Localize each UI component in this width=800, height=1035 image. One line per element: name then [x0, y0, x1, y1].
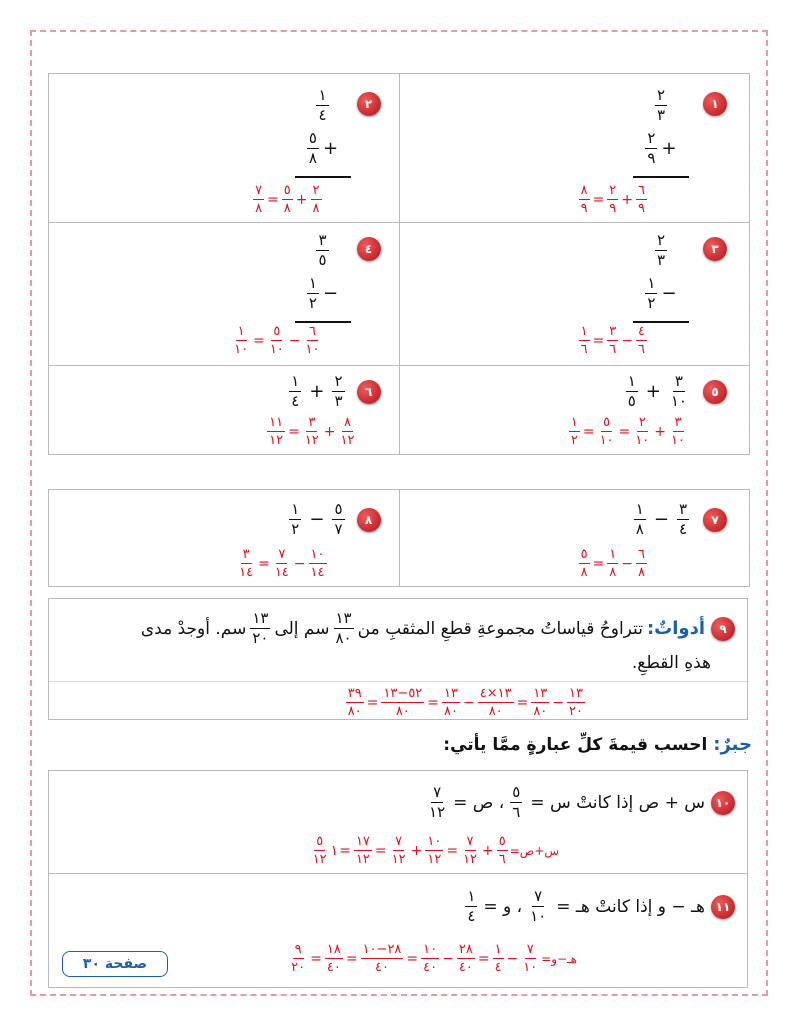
- problem-5-answer: [567, 416, 689, 447]
- algebra-label: جبرٌ:: [713, 734, 752, 755]
- problem-7-cell: [400, 490, 750, 586]
- problem-1-answer: [577, 184, 649, 215]
- problem-9-fraction-2: $\frac{١٣}{٢٠}$: [252, 609, 269, 647]
- exercise-grid-1: [48, 73, 750, 455]
- problem-1-b: $\frac{٢}{٩}$: [647, 129, 656, 167]
- problem-9-text-2: سم إلى: [274, 618, 330, 639]
- answer-fraction: $\frac{٦}{١٠}$: [305, 324, 320, 357]
- answer-fraction: $\frac{١}{٦}$: [580, 324, 588, 357]
- equals-sign: =: [374, 842, 387, 859]
- equals-sign: =: [592, 555, 605, 572]
- problem-7-number: ٧: [703, 508, 727, 532]
- equals-sign: =: [310, 950, 322, 967]
- problem-11-sep: ، و =: [483, 896, 523, 917]
- problem-2-op: +: [322, 138, 339, 159]
- answer-fraction: $\frac{٣}{١٤}$: [239, 547, 254, 580]
- operator-sign: +: [295, 191, 308, 208]
- equals-sign: =: [427, 694, 440, 711]
- problem-9-label: أدواتٌ:: [646, 618, 705, 639]
- problem-6-answer: [265, 416, 358, 447]
- answer-fraction: $\frac{٩}{٢٠}$: [291, 942, 306, 975]
- problem-6-cell: [49, 366, 400, 454]
- operator-sign: +: [323, 423, 336, 440]
- answer-fraction: $\frac{٥}{٨}$: [283, 183, 291, 216]
- answer-fraction: $\frac{١١}{١٢}$: [269, 415, 284, 448]
- problem-4-number: ٤: [357, 237, 381, 261]
- problem-2-cell: [49, 74, 400, 222]
- operator-sign: −: [506, 950, 519, 967]
- equals-sign: =: [618, 423, 631, 440]
- answer-fraction: $\frac{٢٨-١٠}{٤٠}$: [362, 942, 402, 975]
- answer-fraction: $\frac{١٣}{٨٠}$: [533, 686, 548, 719]
- equals-sign: =: [288, 423, 300, 440]
- equals-sign: =: [258, 555, 270, 572]
- grid-row-4: [49, 490, 749, 587]
- answer-fraction: $\frac{١٣\times ٤}{٨٠}$: [479, 686, 512, 719]
- operator-sign: −: [442, 950, 454, 967]
- problem-8-number: ٨: [357, 508, 381, 532]
- problem-2-number: ٢: [357, 92, 381, 116]
- problem-8-cell: [49, 490, 400, 586]
- problem-11-number: ١١: [711, 895, 735, 919]
- operator-sign: +: [482, 842, 494, 859]
- problem-1-vertical: [633, 84, 689, 178]
- problem-1-cell: [400, 74, 750, 222]
- problem-4-vertical: $\frac{٣}{٥}$ − $\frac{١}{٢}$: [295, 229, 351, 323]
- algebra-instruction: احسب قيمةَ كلِّ عبارةٍ ممَّا يأتي:: [443, 734, 708, 755]
- problem-11-text: هـ − و إذا كانتْ هـ =: [556, 896, 705, 917]
- operator-sign: −: [293, 555, 306, 572]
- problem-10-mixed: ١ $\frac{٥}{١٢}$: [312, 834, 339, 867]
- answer-fraction: $\frac{٧}{١٠}$: [523, 942, 538, 975]
- equals-sign: =: [592, 191, 605, 208]
- problem-4-cell: [49, 223, 400, 365]
- equals-sign: =: [253, 332, 265, 349]
- problem-2-vertical: [295, 84, 351, 178]
- problem-4-op: −: [322, 283, 339, 304]
- answer-fraction: $\frac{١٧}{١٢}$: [355, 834, 370, 867]
- problem-5-cell: [400, 366, 750, 454]
- answer-fraction: $\frac{١}{٨}$: [609, 547, 617, 580]
- answer-fraction: $\frac{٥}{٦}$: [498, 834, 506, 867]
- problem-10-text: س + ص إذا كانتْ س =: [530, 792, 705, 813]
- answer-fraction: $\frac{٧}{١٤}$: [274, 547, 289, 580]
- equals-sign: =: [366, 694, 379, 711]
- answer-fraction: $\frac{٨}{١٢}$: [340, 415, 355, 448]
- operator-sign: −: [621, 555, 634, 572]
- answer-fraction: $\frac{٢}{١٠}$: [635, 415, 650, 448]
- answer-fraction: $\frac{١}{٤}$: [494, 942, 502, 975]
- answer-fraction: $\frac{١}{٢}$: [570, 415, 578, 448]
- answer-fraction: $\frac{١٠}{١٢}$: [427, 834, 442, 867]
- answer-fraction: $\frac{٦}{٩}$: [638, 183, 645, 216]
- problem-9-text-4: هذهِ القطعِ.: [631, 653, 711, 673]
- operator-sign: +: [410, 842, 423, 859]
- answer-fraction: $\frac{٧}{٨}$: [255, 183, 263, 216]
- problem-3-vertical: $\frac{٢}{٣}$ − $\frac{١}{٢}$: [633, 229, 689, 323]
- equals-sign: =: [339, 842, 351, 859]
- answer-fraction: $\frac{٧}{١٢}$: [463, 834, 478, 867]
- answer-fraction: $\frac{٥٢-١٣}{٨٠}$: [383, 686, 423, 719]
- answer-fraction: $\frac{٢٨}{٤٠}$: [458, 942, 473, 975]
- problem-11-answer: [287, 943, 541, 974]
- problem-1-number: ١: [703, 92, 727, 116]
- operator-sign: +: [654, 423, 667, 440]
- problem-5-expression: $\frac{٣}{١٠}$ + $\frac{١}{٥}$: [627, 372, 687, 410]
- problem-10-line: [425, 785, 735, 820]
- answer-fraction: $\frac{١٠}{١٤}$: [310, 547, 325, 580]
- equals-sign: =: [406, 950, 419, 967]
- problem-11-h: $\frac{٧}{١٠}$: [530, 887, 547, 925]
- answer-fraction: $\frac{٣}{١٢}$: [304, 415, 319, 448]
- problem-6-expression: $\frac{٢}{٣}$ + $\frac{١}{٤}$: [291, 372, 343, 410]
- problem-6-number: ٦: [357, 380, 381, 404]
- problem-3-number: ٣: [703, 237, 727, 261]
- answer-fraction: $\frac{٨}{٩}$: [580, 183, 588, 216]
- problem-9-text-1: تتراوحُ قياساتُ مجموعةِ قطعِ المثقبِ من: [357, 618, 643, 639]
- problem-9-text-3: سم. أوجدْ مدى: [140, 618, 247, 639]
- problem-11-prefix: هـ−و=: [541, 951, 577, 966]
- problem-2-a: $\frac{١}{٤}$: [318, 86, 327, 124]
- grid-row-3: [49, 366, 749, 455]
- answer-fraction: $\frac{٥}{٨}$: [580, 547, 588, 580]
- difference-line: [295, 321, 351, 323]
- problem-11-answer-row: [287, 943, 577, 974]
- answer-fraction: $\frac{١٠}{٤٠}$: [423, 942, 438, 975]
- equals-sign: =: [446, 842, 459, 859]
- problem-1-a: $\frac{٢}{٣}$: [656, 86, 666, 124]
- problem-7-answer: [577, 548, 649, 579]
- operator-sign: −: [463, 694, 475, 711]
- answer-fraction: $\frac{٢}{٩}$: [609, 183, 617, 216]
- problem-10-number: ١٠: [711, 791, 735, 815]
- problem-8-expression: $\frac{٥}{٧}$ − $\frac{١}{٢}$: [291, 500, 343, 538]
- problem-5-number: ٥: [703, 380, 727, 404]
- grid-row-2: [49, 223, 749, 366]
- problem-4-answer: [230, 325, 323, 356]
- problem-2-answer: [251, 184, 323, 215]
- problem-10-sep: ، ص =: [453, 792, 505, 813]
- problem-10-answer-row: [309, 835, 559, 866]
- answer-fraction: $\frac{٥}{١٠}$: [269, 324, 284, 357]
- equals-sign: =: [267, 191, 279, 208]
- sum-line: [633, 176, 689, 178]
- problem-10-answer: [338, 835, 510, 866]
- equals-sign: =: [477, 950, 490, 967]
- algebra-heading: [443, 734, 752, 755]
- answer-fraction: $\frac{١٨}{٤٠}$: [326, 942, 341, 975]
- problem-10-s: $\frac{٥}{٦}$: [512, 783, 521, 821]
- problem-3-answer: [577, 325, 649, 356]
- problem-1-op: +: [661, 138, 677, 159]
- problem-7-expression: $\frac{٣}{٤}$ − $\frac{١}{٨}$: [635, 500, 687, 538]
- problem-11-w: $\frac{١}{٤}$: [467, 887, 476, 925]
- problem-3-op: −: [661, 283, 677, 304]
- answer-fraction: $\frac{٣٩}{٨٠}$: [347, 686, 362, 719]
- answer-fraction: $\frac{٦}{٨}$: [638, 547, 645, 580]
- answer-fraction: $\frac{٣}{١٠}$: [671, 415, 685, 448]
- grid-row-1: [49, 74, 749, 223]
- answer-fraction: $\frac{٤}{٦}$: [638, 324, 645, 357]
- equals-sign: =: [345, 950, 358, 967]
- answer-fraction: $\frac{٧}{١٢}$: [391, 834, 406, 867]
- answer-fraction: $\frac{٢}{٨}$: [312, 183, 320, 216]
- difference-line: [633, 321, 689, 323]
- problem-9-answer: [344, 687, 587, 718]
- answer-fraction: $\frac{١٣}{٢٠}$: [569, 686, 583, 719]
- operator-sign: +: [621, 191, 634, 208]
- equals-sign: =: [592, 332, 605, 349]
- answer-fraction: $\frac{٣}{٦}$: [609, 324, 617, 357]
- page-number-badge: صفحة ٣٠: [62, 951, 168, 977]
- problem-10-prefix: س+ص=: [509, 843, 559, 858]
- sum-line: [295, 176, 351, 178]
- problem-2-b: $\frac{٥}{٨}$: [308, 129, 317, 167]
- equals-sign: =: [582, 423, 595, 440]
- problem-10-y: $\frac{٧}{١٢}$: [429, 783, 446, 821]
- answer-fraction: $\frac{٥}{١٠}$: [599, 415, 614, 448]
- problem-9-fraction-1: $\frac{١٣}{٨٠}$: [335, 609, 352, 647]
- operator-sign: −: [621, 332, 634, 349]
- problem-8-answer: [235, 548, 328, 579]
- operator-sign: −: [288, 332, 301, 349]
- problem-9-number: ٩: [711, 617, 735, 641]
- problem-9-line-1: [141, 611, 735, 646]
- problem-3-cell: [400, 223, 750, 365]
- exercise-grid-2: [48, 489, 750, 587]
- problem-11-line: [463, 889, 735, 924]
- answer-fraction: $\frac{١٣}{٨٠}$: [444, 686, 458, 719]
- answer-fraction: $\frac{١}{١٠}$: [234, 324, 249, 357]
- equals-sign: =: [516, 694, 529, 711]
- problem-9-box: [48, 598, 748, 720]
- operator-sign: −: [552, 694, 565, 711]
